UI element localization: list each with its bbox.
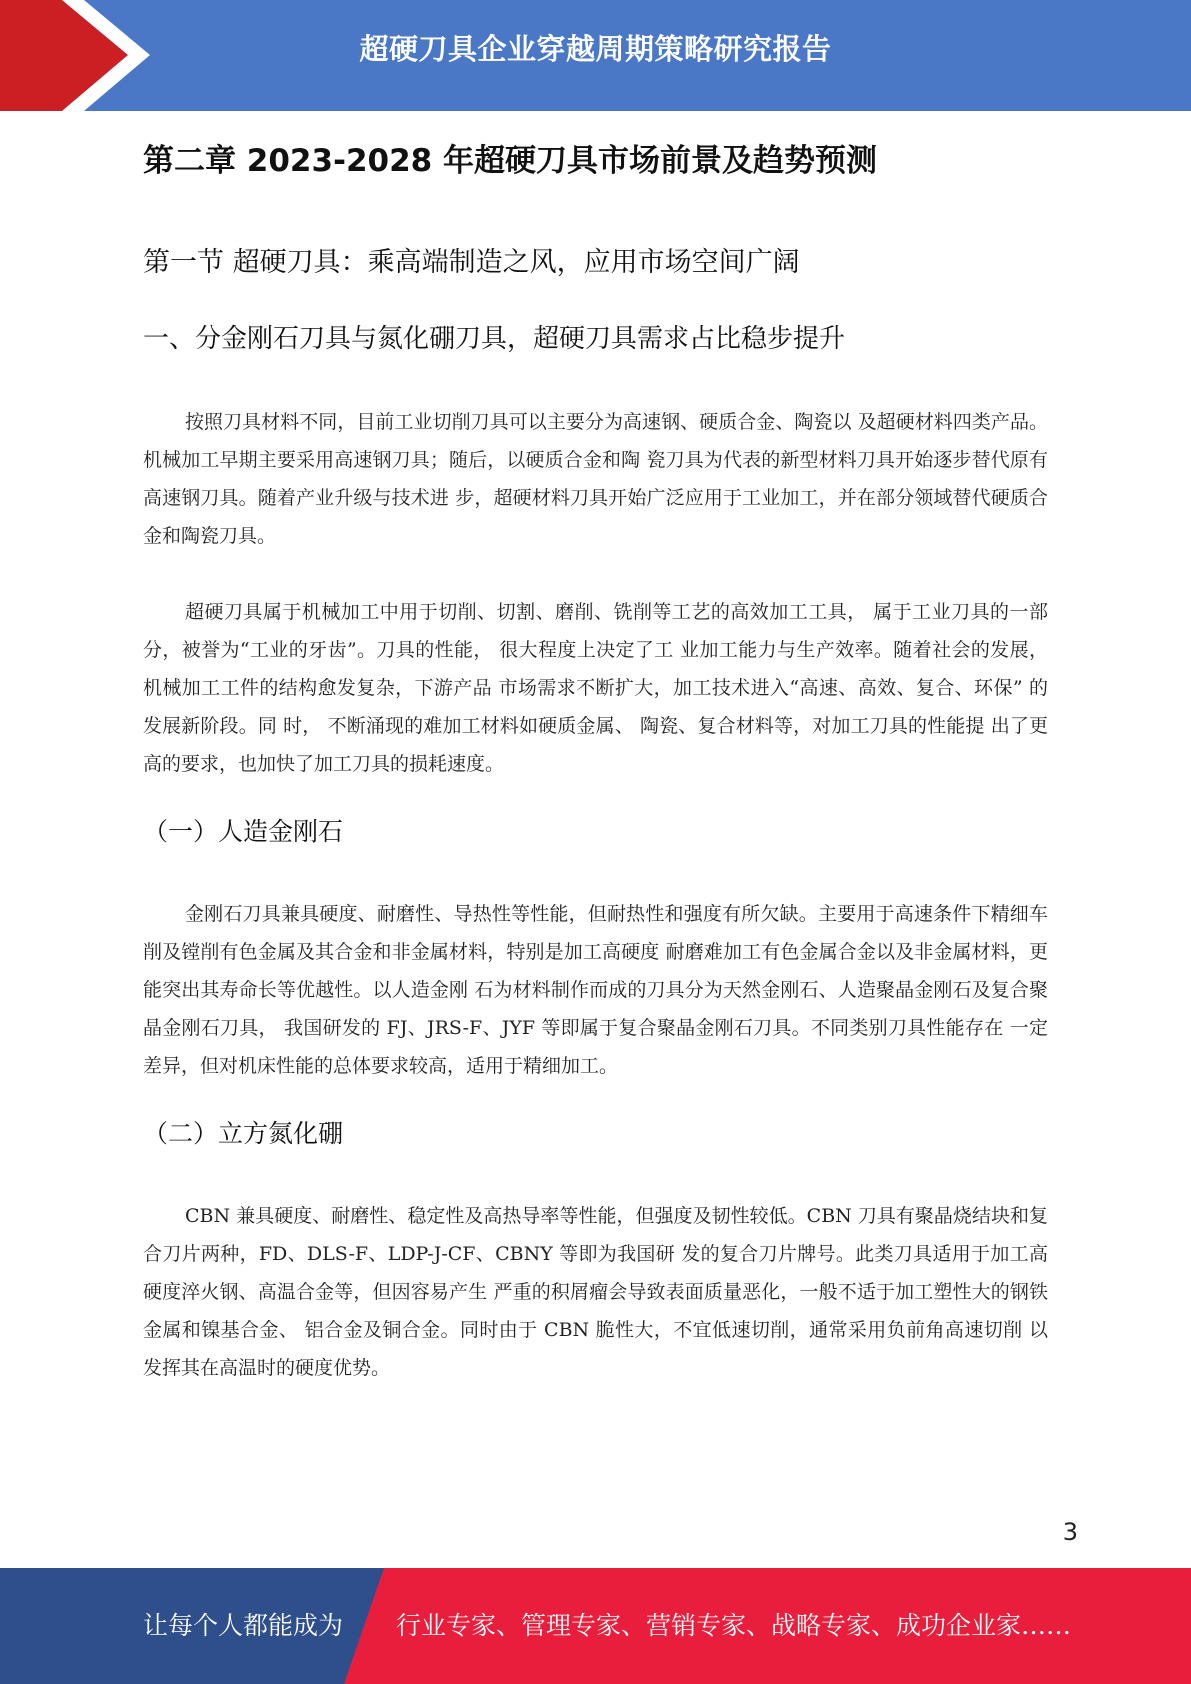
page-header (0, 0, 1191, 111)
paragraph: 按照刀具材料不同，目前工业切削刀具可以主要分为高速钢、硬质合金、陶瓷以 及超硬材料四类产品。 机械加工早期主要采用高速钢刀具；随后，以硬质合金和陶 瓷刀具为代表的新型材料刀具开始逐步替代原有高速钢刀具。随着产业升级与技术进 步，超硬材料刀具开始广泛应用于工业加工，并在部分领域替代硬质合金和陶瓷刀具。 (143, 411, 1048, 547)
paragraph: 金刚石刀具兼具硬度、耐磨性、导热性等性能，但耐热性和强度有所欠缺。主要用于高速条件下精细车削及镗削有色金属及其合金和非金属材料，特别是加工高硬度 耐磨难加工有色金属合金以及非金属材料，更能突出其寿命长等优越性。以人造金刚 石为材料制作而成的刀具分为天然金刚石、人造聚晶金刚石及复合聚晶金刚石刀具， 我国研发的 FJ、JRS-F、JYF 等即属于复合聚晶金刚石刀具。不同类别刀具性能存在 一定差异，但对机床性能的总体要求较高，适用于精细加工。 (143, 903, 1048, 1077)
report-title: 超硬刀具企业穿越周期策略研究报告 (359, 32, 832, 66)
section-title: 第一节 超硬刀具：乘高端制造之风，应用市场空间广阔 (143, 247, 800, 278)
subsection-heading-cbn: （二）立方氮化硼 (143, 1119, 344, 1148)
page-footer (0, 1568, 1191, 1684)
page-number: 3 (1062, 1518, 1078, 1546)
subsection-heading-diamond: （一）人造金刚石 (143, 817, 344, 846)
footer-slogan-left: 让每个人都能成为 (143, 1611, 344, 1640)
chapter-title: 第二章 2023-2028 年超硬刀具市场前景及趋势预测 (143, 143, 878, 179)
footer-slogan-right: 行业专家、管理专家、营销专家、战略专家、成功企业家…… (396, 1611, 1072, 1640)
paragraph: 超硬刀具属于机械加工中用于切削、切割、磨削、铣削等工艺的高效加工工具， 属于工业刀具的一部分，被誉为“工业的牙齿”。刀具的性能， 很大程度上决定了工 业加工能力与生产效率。随着社会的发展，机械加工工件的结构愈发复杂，下游产品 市场需求不断扩大，加工技术进入“高速、高效、复合、环保” 的发展新阶段。同 时， 不断涌现的难加工材料如硬质金属、 陶瓷、复合材料等，对加工刀具的性能提 出了更高的要求，也加快了加工刀具的损耗速度。 (143, 601, 1048, 775)
subsection-title: 一、分金刚石刀具与氮化硼刀具，超硬刀具需求占比稳步提升 (143, 324, 846, 354)
page-content (143, 133, 1048, 1387)
paragraph: CBN 兼具硬度、耐磨性、稳定性及高热导率等性能，但强度及韧性较低。CBN 刀具有聚晶烧结块和复合刀片两种，FD、DLS-F、LDP-J-CF、CBNY 等即为我国研 发的复合刀片牌号。此类刀具适用于加工高硬度淬火钢、高温合金等，但因容易产生 严重的积屑瘤会导致表面质量恶化，一般不适于加工塑性大的钢铁金属和镍基合金、 铝合金及铜合金。同时由于 CBN 脆性大，不宜低速切削，通常采用负前角高速切削 以发挥其在高温时的硬度优势。 (143, 1205, 1048, 1379)
